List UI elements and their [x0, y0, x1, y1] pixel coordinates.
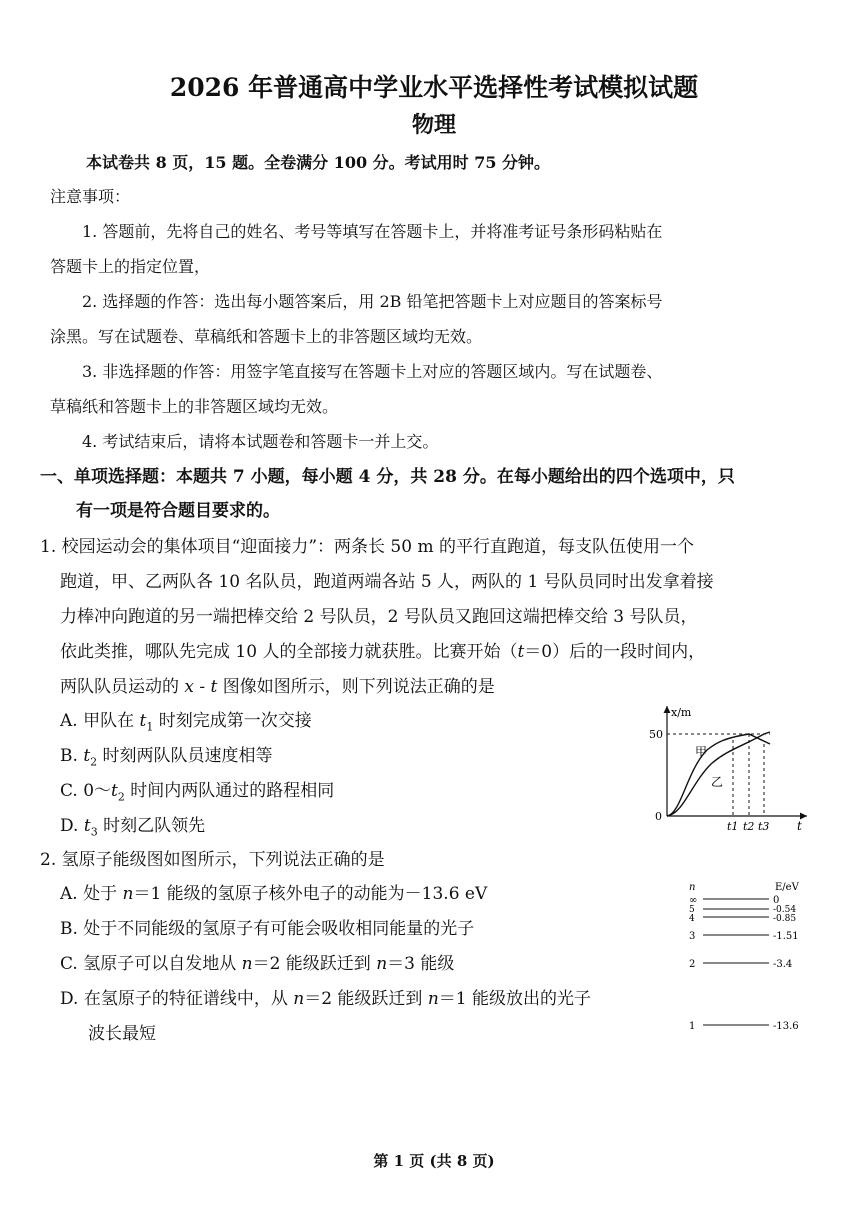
section-heading-line2: 有一项是符合题目要求的。	[76, 501, 280, 521]
q1-xt-graph	[645, 700, 815, 840]
t2-label: t2	[743, 820, 755, 833]
x-axis-label: x/m	[671, 706, 692, 719]
y-50-label: 50	[649, 728, 663, 741]
exam-intro: 本试卷共 8 页，15 题。全卷满分 100 分。考试用时 75 分钟。	[86, 153, 551, 172]
level-3-n: 3	[689, 931, 696, 942]
level-inf-e: 0	[773, 895, 780, 906]
q2-option-d-line1: D. 在氢原子的特征谱线中，从 n＝2 能级跃迁到 n＝1 能级放出的光子	[60, 989, 592, 1009]
q1-option-c: C. $0\sim t_2$ 时间内两队通过的路程相同	[60, 781, 335, 804]
notice-item-2-line1: 2. 选择题的作答：选出每小题答案后，用 2B 铅笔把答题卡上对应题目的答案标号	[82, 292, 663, 311]
level-inf-n: ∞	[689, 895, 698, 906]
q2-energy-level-diagram	[685, 876, 810, 1036]
notice-item-1-line1: 1. 答题前，先将自己的姓名、考号等填写在答题卡上，并将准考证号条形码粘贴在	[82, 222, 663, 241]
q2-stem: 2. 氢原子能级图如图所示，下列说法正确的是	[40, 850, 385, 870]
level-2-n: 2	[689, 959, 696, 970]
t3-label: t3	[758, 820, 770, 833]
level-4-n: 4	[689, 914, 695, 924]
notice-item-1-line2: 答题卡上的指定位置，	[50, 257, 211, 276]
level-1-e: -13.6	[773, 1021, 799, 1032]
q1-option-a: A. 甲队在 $t_1$ 时刻完成第一次交接	[60, 711, 312, 734]
q1-option-d: D. $t_3$ 时刻乙队领先	[60, 816, 206, 839]
level-4-e: -0.85	[773, 914, 797, 924]
q1-option-b: B. $t_2$ 时刻两队队员速度相等	[60, 746, 273, 769]
label-yi: 乙	[711, 775, 724, 789]
exam-title: 2026 年普通高中学业水平选择性考试模拟试题	[169, 73, 699, 102]
q2-option-d-line2: 波长最短	[88, 1024, 156, 1044]
notice-item-3-line1: 3. 非选择题的作答：用签字笔直接写在答题卡上对应的答题区域内。写在试题卷、	[82, 362, 663, 381]
level-2-e: -3.4	[773, 959, 793, 970]
q1-stem-line3: 力棒冲向跑道的另一端把棒交给 2 号队员，2 号队员又跑回这端把棒交给 3 号队员，	[60, 607, 698, 627]
page-footer: 第 1 页 (共 8 页)	[373, 1152, 495, 1170]
subject-title: 物理	[411, 112, 456, 138]
notice-item-2-line2: 涂黑。写在试题卷、草稿纸和答题卡上的非答题区域均无效。	[50, 327, 483, 346]
notice-heading: 注意事项：	[50, 187, 131, 206]
q1-stem-line1: 1. 校园运动会的集体项目“迎面接力”：两条长 50 m 的平行直跑道，每支队伍使用一个	[40, 537, 694, 557]
q1-stem-line2: 跑道，甲、乙两队各 10 名队员，跑道两端各站 5 人，两队的 1 号队员同时出发拿着接	[60, 572, 714, 592]
origin-label: 0	[655, 810, 662, 823]
notice-item-4: 4. 考试结束后，请将本试题卷和答题卡一并上交。	[82, 432, 439, 451]
level-1-n: 1	[689, 1021, 696, 1032]
e-header: E/eV	[775, 882, 799, 893]
curve-yi	[667, 732, 770, 816]
level-5-e: -0.54	[773, 905, 797, 915]
q2-option-b: B. 处于不同能级的氢原子有可能会吸收相同能量的光子	[60, 919, 475, 939]
q1-stem-line5: 两队队员运动的 x - t 图像如图所示，则下列说法正确的是	[60, 677, 495, 697]
n-header: n	[689, 882, 696, 893]
label-jia: 甲	[695, 745, 708, 759]
notice-item-3-line2: 草稿纸和答题卡上的非答题区域均无效。	[50, 397, 339, 416]
t-axis-label: t	[797, 819, 802, 833]
section-heading-line1: 一、单项选择题：本题共 7 小题，每小题 4 分，共 28 分。在每小题给出的四个选项中，只	[40, 467, 735, 487]
q1-stem-line4: 依此类推，哪队先完成 10 人的全部接力就获胜。比赛开始（t＝0）后的一段时间内，	[60, 642, 706, 662]
level-3-e: -1.51	[773, 931, 799, 942]
q2-option-c: C. 氢原子可以自发地从 n＝2 能级跃迁到 n＝3 能级	[60, 954, 455, 974]
level-5-n: 5	[689, 905, 695, 915]
t1-label: t1	[727, 820, 739, 833]
q2-option-a: A. 处于 n＝1 能级的氢原子核外电子的动能为－13.6 eV	[60, 884, 488, 904]
